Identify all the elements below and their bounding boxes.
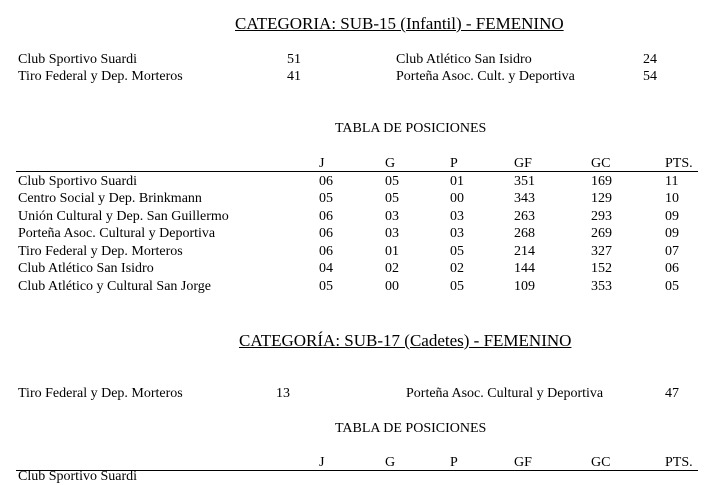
table-row [0, 190, 720, 207]
sub15-header-divider [16, 171, 698, 172]
cell-g: 02 [385, 261, 399, 276]
table-row [0, 173, 720, 190]
sub17-result-1-home: Tiro Federal y Dep. Morteros [18, 386, 183, 401]
sub15-result-2-away-score: 54 [643, 69, 657, 84]
cell-j: 05 [319, 279, 333, 294]
cell-j: 06 [319, 226, 333, 241]
cell-pts: 05 [665, 279, 679, 294]
cell-g: 03 [385, 226, 399, 241]
col-pts: PTS. [665, 156, 693, 171]
cell-pts: 07 [665, 244, 679, 259]
cell-gf: 343 [514, 191, 535, 206]
cell-gc: 269 [591, 226, 612, 241]
cell-j: 05 [319, 191, 333, 206]
cell-gf: 214 [514, 244, 535, 259]
sub17-title: CATEGORÍA: SUB-17 (Cadetes) - FEMENINO [239, 331, 572, 350]
cell-p: 03 [450, 209, 464, 224]
cell-pts: 06 [665, 261, 679, 276]
team-name: Club Sportivo Suardi [18, 174, 138, 189]
sub15-result-1-away-score: 24 [643, 52, 657, 67]
col-g: G [385, 156, 396, 171]
cell-g: 05 [385, 174, 399, 189]
cell-j: 06 [319, 244, 333, 259]
cell-g: 00 [385, 279, 399, 294]
team-name: Club Atlético San Isidro [18, 261, 154, 276]
sub15-result-2-away: Porteña Asoc. Cult. y Deportiva [396, 69, 575, 84]
sub15-result-1-home: Club Sportivo Suardi [18, 52, 138, 67]
sub15-table-header [0, 155, 720, 172]
cell-g: 01 [385, 244, 399, 259]
col-j: J [319, 156, 325, 171]
cell-p: 05 [450, 244, 464, 259]
col-gf: GF [514, 156, 532, 171]
cell-g: 03 [385, 209, 399, 224]
cell-p: 01 [450, 174, 464, 189]
team-name: Centro Social y Dep. Brinkmann [18, 191, 202, 206]
team-name: Porteña Asoc. Cultural y Deportiva [18, 226, 216, 241]
sub17-result-1-away-score: 47 [665, 386, 679, 401]
table-row [0, 225, 720, 242]
cell-g: 05 [385, 191, 399, 206]
cell-pts: 09 [665, 209, 679, 224]
team-name: Club Atlético y Cultural San Jorge [18, 279, 212, 294]
team-name: Unión Cultural y Dep. San Guillermo [18, 209, 229, 224]
sub15-title: CATEGORIA: SUB-15 (Infantil) - FEMENINO [235, 14, 564, 33]
col-gf: GF [514, 455, 532, 470]
sub15-result-2-home: Tiro Federal y Dep. Morteros [18, 69, 183, 84]
cell-p: 03 [450, 226, 464, 241]
cell-pts: 09 [665, 226, 679, 241]
cell-j: 04 [319, 261, 333, 276]
col-g: G [385, 455, 396, 470]
table-row [0, 243, 720, 260]
team-name: Tiro Federal y Dep. Morteros [18, 244, 183, 259]
sub17-result-1-home-score: 13 [276, 386, 290, 401]
table-row [0, 208, 720, 225]
cell-pts: 10 [665, 191, 679, 206]
cell-gf: 144 [514, 261, 535, 276]
cell-pts: 11 [665, 174, 679, 189]
cell-j: 06 [319, 209, 333, 224]
cell-gf: 268 [514, 226, 535, 241]
cell-p: 05 [450, 279, 464, 294]
sub15-table-title: TABLA DE POSICIONES [335, 121, 487, 136]
col-pts: PTS. [665, 455, 693, 470]
cell-gc: 129 [591, 191, 612, 206]
col-p: P [450, 455, 458, 470]
cell-gc: 327 [591, 244, 612, 259]
cell-gf: 263 [514, 209, 535, 224]
team-name: Club Sportivo Suardi [18, 469, 138, 484]
cell-gf: 351 [514, 174, 535, 189]
cell-p: 02 [450, 261, 464, 276]
col-gc: GC [591, 455, 611, 470]
sub15-result-2-home-score: 41 [287, 69, 301, 84]
cell-gc: 293 [591, 209, 612, 224]
cell-gc: 169 [591, 174, 612, 189]
cell-gf: 109 [514, 279, 535, 294]
table-row [0, 278, 720, 295]
cell-p: 00 [450, 191, 464, 206]
cell-j: 06 [319, 174, 333, 189]
table-row [0, 260, 720, 277]
col-gc: GC [591, 156, 611, 171]
col-p: P [450, 156, 458, 171]
sub15-result-1-home-score: 51 [287, 52, 301, 67]
sub15-result-1-away: Club Atlético San Isidro [396, 52, 532, 67]
sub17-result-1-away: Porteña Asoc. Cultural y Deportiva [406, 386, 604, 401]
sub17-table-title: TABLA DE POSICIONES [335, 421, 487, 436]
col-j: J [319, 455, 325, 470]
cell-gc: 353 [591, 279, 612, 294]
table-row [0, 469, 720, 484]
cell-gc: 152 [591, 261, 612, 276]
